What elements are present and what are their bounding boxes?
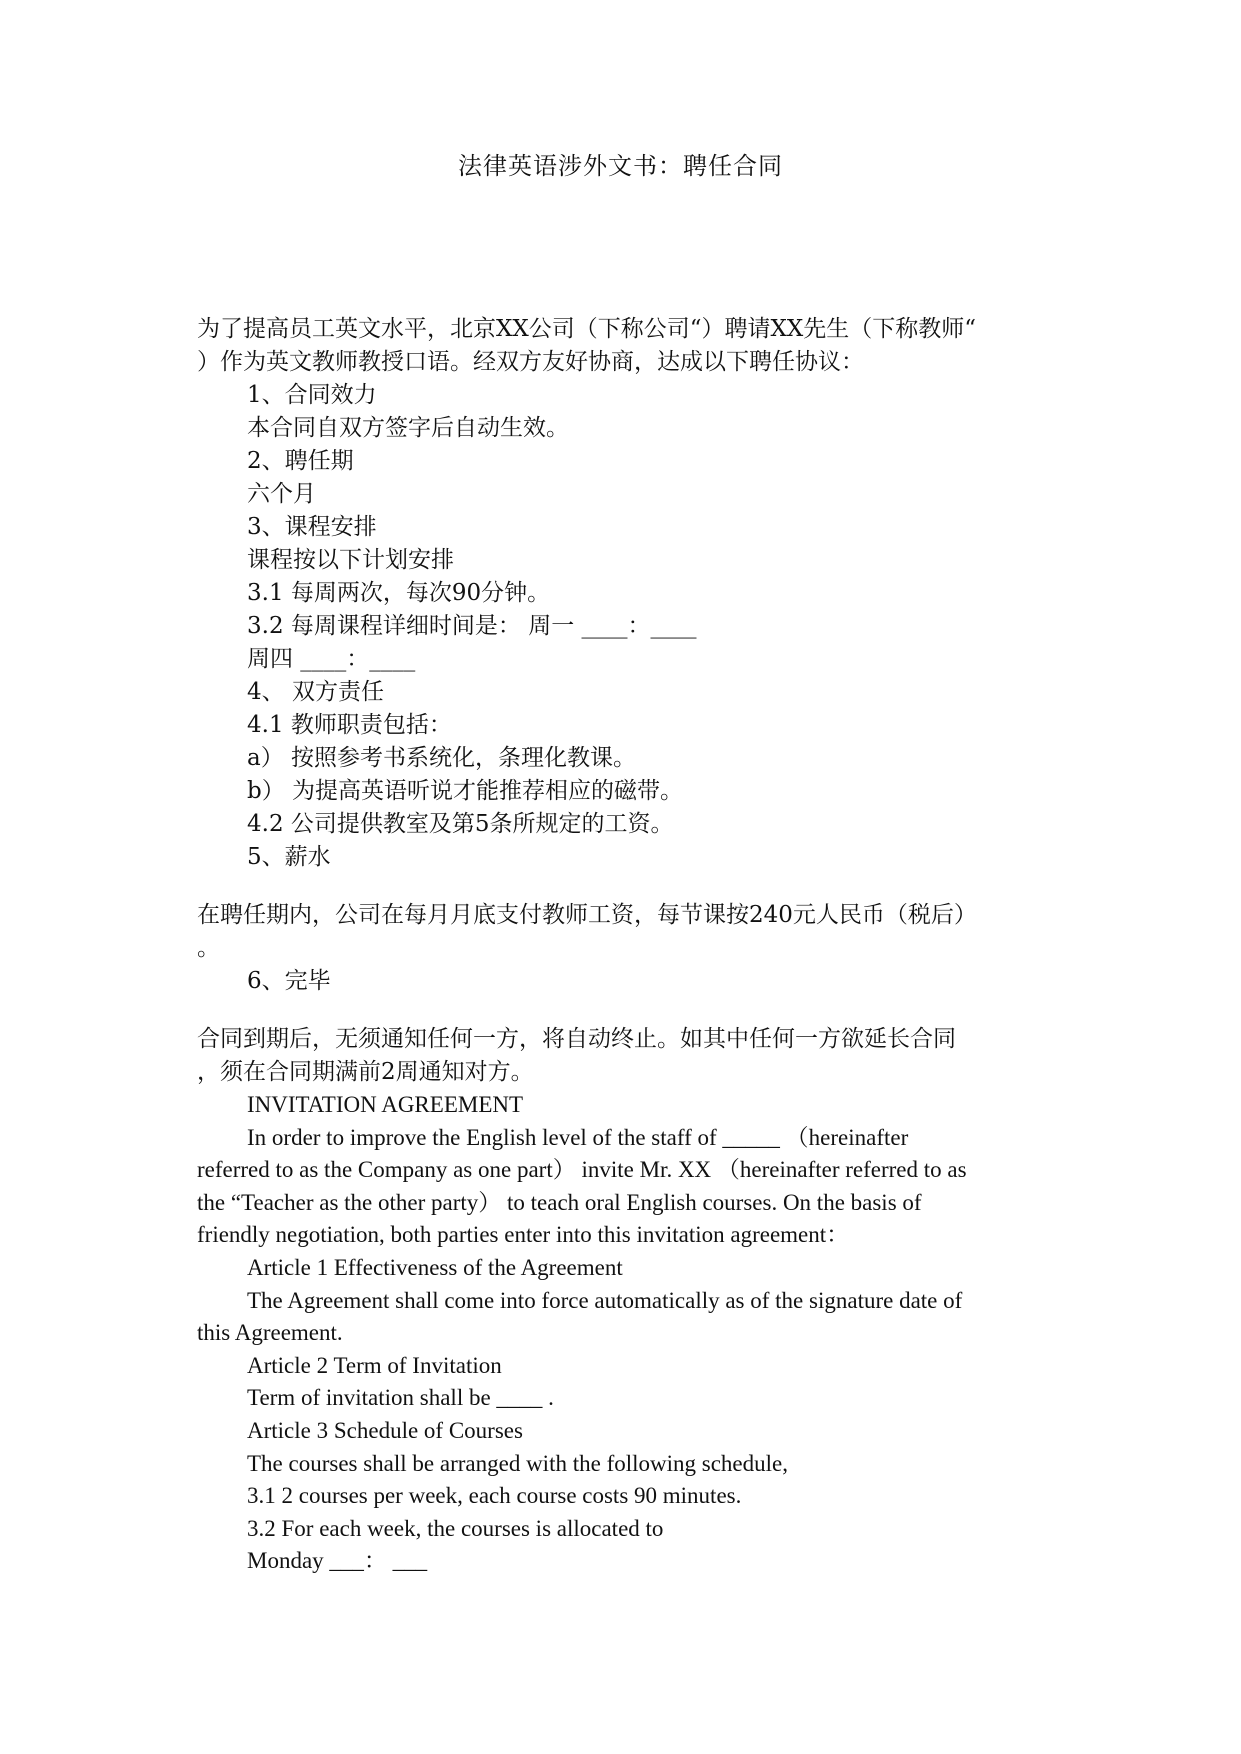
english-text-line: 3.1 2 courses per week, each course costs 90 minutes.	[247, 1483, 742, 1509]
chinese-text-line: a） 按照参考书系统化，条理化教课。	[247, 745, 637, 771]
chinese-text-line: b） 为提高英语听说才能推荐相应的磁带。	[247, 778, 684, 804]
chinese-text-line: 5、薪水	[247, 844, 331, 870]
paragraph-gap	[197, 998, 1047, 1023]
english-text-line: Article 2 Term of Invitation	[247, 1352, 502, 1378]
chinese-text-line: 3.1 每周两次，每次90分钟。	[247, 580, 551, 606]
chinese-text-line: 4.2 公司提供教室及第5条所规定的工资。	[247, 811, 674, 837]
document-body	[197, 313, 1047, 1578]
chinese-text-line: 周四 ____：____	[247, 646, 416, 672]
chinese-text-line: 1、合同效力	[247, 382, 377, 408]
chinese-text-line: 3.2 每周课程详细时间是： 周一 ____：____	[247, 613, 697, 639]
english-text-line: The Agreement shall come into force automatically as of the signature date of	[247, 1287, 963, 1313]
chinese-text-line: 4.1 教师职责包括：	[247, 712, 452, 738]
chinese-text-line: 。	[197, 935, 220, 961]
chinese-text-line: 在聘任期内，公司在每月月底支付教师工资，每节课按240元人民币（税后）	[197, 902, 977, 928]
english-text-line: Term of invitation shall be ____ .	[247, 1385, 554, 1411]
document-title: 法律英语涉外文书：聘任合同	[458, 152, 783, 180]
chinese-text-line: ，须在合同期满前2周通知对方。	[197, 1059, 534, 1085]
chinese-text-line: 合同到期后，无须通知任何一方，将自动终止。如其中任何一方欲延长合同	[197, 1026, 956, 1052]
english-text-line: Article 1 Effectiveness of the Agreement	[247, 1254, 623, 1280]
chinese-text-line: 课程按以下计划安排	[247, 547, 454, 573]
english-text-line: friendly negotiation, both parties enter into this invitation agreement：	[197, 1222, 850, 1248]
english-text-line: In order to improve the English level of the staff of _____ （hereinafter	[247, 1124, 909, 1150]
english-text-line: referred to as the Company as one part） invite Mr. XX （hereinafter referred to as	[197, 1157, 967, 1183]
english-text-line: Monday ___： ___	[247, 1548, 428, 1574]
english-text-line: 3.2 For each week, the courses is allocated to	[247, 1515, 664, 1541]
english-text-line: The courses shall be arranged with the following schedule,	[247, 1450, 788, 1476]
chinese-text-line: ）作为英文教师教授口语。经双方友好协商，达成以下聘任协议：	[197, 349, 864, 375]
chinese-text-line: 本合同自双方签字后自动生效。	[247, 415, 569, 441]
english-text-line: the “Teacher as the other party） to teach oral English courses. On the basis of	[197, 1189, 922, 1215]
english-text-line: this Agreement.	[197, 1320, 343, 1346]
chinese-text-line: 4、 双方责任	[247, 679, 384, 705]
paragraph-gap	[197, 874, 1047, 899]
chinese-text-line: 6、完毕	[247, 968, 331, 994]
chinese-text-line: 为了提高员工英文水平，北京XX公司（下称公司“）聘请XX先生（下称教师“	[197, 316, 977, 342]
chinese-text-line: 3、课程安排	[247, 514, 377, 540]
english-text-line: Article 3 Schedule of Courses	[247, 1417, 523, 1443]
chinese-text-line: 六个月	[247, 481, 316, 507]
chinese-text-line: 2、聘任期	[247, 448, 354, 474]
english-text-line: INVITATION AGREEMENT	[247, 1092, 524, 1117]
